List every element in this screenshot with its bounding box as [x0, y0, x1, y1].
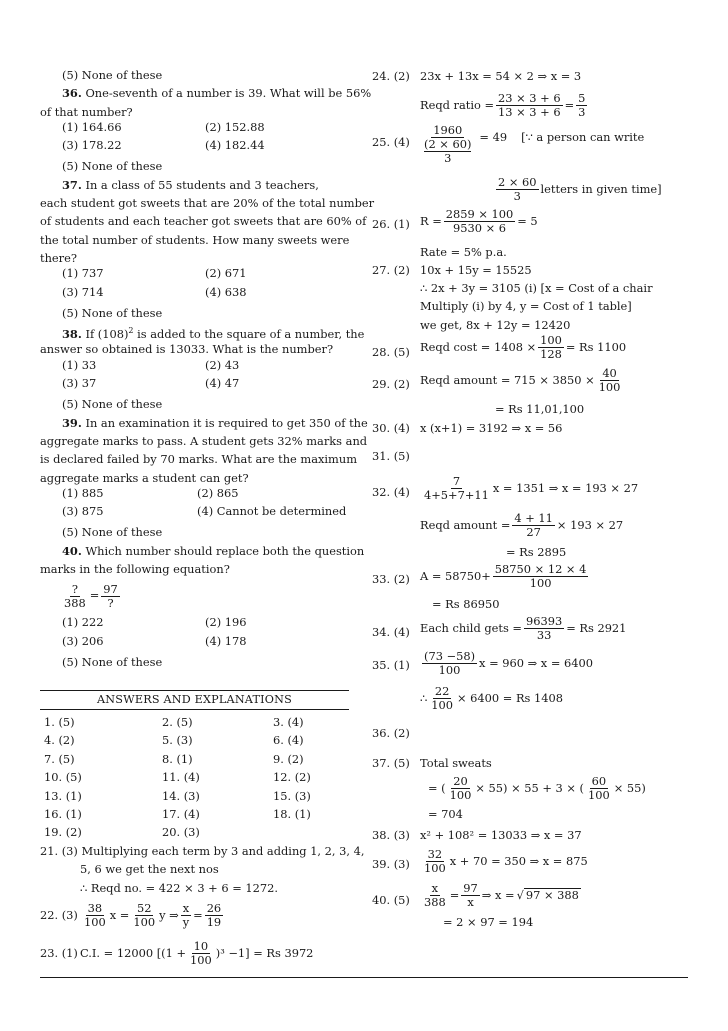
fraction-numerator: x [182, 901, 190, 916]
fraction-denominator: 100 [84, 915, 106, 930]
fraction-denominator: 388 [64, 595, 86, 610]
fraction-numerator: ? [71, 581, 78, 596]
fraction-numerator: 58750 × 12 × 4 [494, 562, 587, 576]
math-text: = [193, 908, 203, 923]
answer-33-label: 33. (2) [372, 572, 410, 586]
answer-row [40, 731, 350, 749]
q40-text: Which number should replace both the question [85, 543, 365, 558]
math-text: × 193 × 27 [556, 517, 624, 532]
fraction-denominator: 27 [526, 525, 541, 540]
q38-number: 38. [62, 326, 82, 341]
math-text: × 55) × 55 + 3 × ( [475, 780, 585, 795]
q37-text: of students and each teacher got sweets that are 60% of [40, 214, 367, 229]
footer-divider [40, 977, 688, 978]
q40-option-5: (5) None of these [62, 654, 163, 669]
answer-key: 9. (2) [273, 751, 304, 766]
answer-36: 36. (2) [372, 726, 410, 740]
q36-text: One-seventh of a number is 39. What will be 56% [85, 86, 372, 101]
option: (2) 196 [205, 615, 247, 630]
answer-27-line: we get, 8x + 12y = 12420 [420, 318, 571, 332]
math-text: x² + 108² = 13033 ⇒ x = 37 [420, 828, 582, 842]
answer-40-result: = 2 × 97 = 194 [443, 915, 534, 929]
math-text: 10x + 15y = 15525 [420, 263, 532, 277]
answer-21-line-2: 5, 6 we get the next nos [80, 862, 219, 877]
answer-label: 27. (2) [372, 263, 410, 277]
math-text: = Rs 2921 [566, 620, 627, 635]
answer-30 [372, 422, 562, 436]
answer-24 [372, 70, 581, 84]
answers-heading: ANSWERS AND EXPLANATIONS [40, 690, 349, 710]
fraction-denominator: 33 [536, 628, 552, 643]
fraction-denominator: 100 [424, 861, 446, 876]
question-40 [40, 542, 365, 671]
fraction-denominator: 388 [424, 895, 446, 910]
fraction-numerator: 32 [427, 847, 443, 861]
fraction-numerator: 7 [452, 474, 461, 488]
answer-33 [420, 563, 590, 590]
option: (1) 885 [62, 485, 104, 500]
q39-text: In an examination it is required to get 350 of the [85, 415, 368, 430]
answer-25-note [494, 176, 662, 203]
answer-key: 19. (2) [44, 825, 82, 840]
answer-key: 8. (1) [162, 751, 193, 766]
math-text: Each child gets = [420, 620, 522, 635]
answer-key: 18. (1) [273, 806, 311, 821]
fraction-denominator: 100 [529, 576, 552, 591]
question-38 [40, 322, 365, 413]
math-text: x = 960 ⇒ x = 6400 [479, 655, 593, 670]
answer-35-result [420, 685, 563, 712]
answer-row [40, 713, 350, 731]
answer-label: 30. (4) [372, 421, 410, 435]
fraction-numerator: 23 × 3 + 6 [498, 91, 561, 105]
option: (4) 182.44 [205, 138, 265, 153]
answer-29 [420, 367, 624, 394]
math-text: Reqd amount = 715 × 3850 × [420, 372, 595, 387]
math-text: C.I. = 12000 [(1 + [80, 946, 186, 961]
answer-39 [420, 848, 588, 875]
answer-key: 12. (2) [273, 770, 311, 785]
fraction-numerator: 2859 × 100 [445, 207, 514, 221]
answer-33-result: = Rs 86950 [432, 597, 500, 611]
fraction-numerator: 100 [540, 333, 562, 347]
fraction-denominator: 100 [449, 788, 472, 803]
option: (2) 152.88 [205, 119, 265, 134]
q35-option-5: (5) None of these [62, 68, 163, 82]
option: (2) 671 [205, 266, 247, 281]
math-text: A = 58750+ [420, 568, 491, 583]
math-text: Reqd amount = [420, 517, 511, 532]
fraction-numerator: 4 + 11 [514, 511, 553, 525]
answer-35-label: 35. (1) [372, 658, 410, 672]
q37-options [40, 267, 348, 304]
fraction-denominator: y [182, 915, 190, 930]
answer-row [40, 768, 350, 786]
fraction-numerator: 10 [193, 939, 209, 954]
fraction-denominator: 100 [431, 698, 453, 713]
answer-22 [40, 897, 350, 935]
answer-key: 16. (1) [44, 806, 82, 821]
fraction-numerator: 1960 [433, 123, 463, 137]
answer-40 [420, 882, 581, 909]
option: (3) 875 [62, 504, 104, 519]
option: (4) 47 [205, 376, 240, 391]
answer-key: 2. (5) [162, 715, 193, 729]
math-text: Reqd cost = 1408 × [420, 339, 537, 354]
q37-number: 37. [62, 177, 82, 192]
answer-31: 31. (5) [372, 449, 410, 463]
math-text: Total sweats [420, 756, 492, 770]
math-text: x = [109, 908, 130, 923]
option: (2) 865 [197, 485, 239, 500]
therefore-symbol: ∴ [420, 690, 428, 705]
math-text: )³ −1] = Rs 3972 [215, 946, 314, 961]
q39-text: aggregate marks a student can get? [40, 470, 249, 485]
question-36 [40, 84, 372, 175]
answer-29-result: = Rs 11,01,100 [495, 402, 585, 416]
answer-21-line-3: ∴ Reqd no. = 422 × 3 + 6 = 1272. [80, 880, 278, 895]
fraction-denominator: 4+5+7+11 [424, 488, 489, 503]
answer-label: 22. (3) [40, 908, 78, 923]
q37-option-5: (5) None of these [62, 305, 163, 320]
q36-options [40, 121, 348, 158]
q38-option-5: (5) None of these [62, 397, 163, 412]
option: (3) 37 [62, 376, 97, 391]
math-text: y ⇒ [159, 908, 179, 923]
option: (4) 178 [205, 633, 247, 648]
option: (1) 164.66 [62, 119, 122, 134]
fraction-numerator: x [431, 881, 439, 895]
q39-number: 39. [62, 415, 82, 430]
answer-40-label: 40. (5) [372, 893, 410, 907]
answer-key: 13. (1) [44, 788, 82, 803]
fraction-denominator: 3 [513, 189, 521, 204]
answer-key: 11. (4) [162, 770, 200, 785]
answer-row [40, 750, 350, 768]
answer-29-label: 29. (2) [372, 377, 410, 391]
answer-34-label: 34. (4) [372, 625, 410, 639]
fraction-numerator: 20 [453, 774, 468, 788]
option: (2) 43 [205, 357, 240, 372]
q37-text: the total number of students. How many sweets were [40, 232, 350, 247]
q38-text: If (108) [85, 326, 129, 341]
fraction-denominator: 128 [540, 347, 562, 362]
answer-key-grid [40, 713, 365, 973]
answer-26-rate: Rate = 5% p.a. [420, 245, 507, 259]
fraction-denominator: 9530 × 6 [452, 221, 507, 236]
answer-37-result: = 704 [428, 807, 463, 821]
answer-39-label: 39. (3) [372, 857, 410, 871]
math-text: = 5 [517, 213, 538, 228]
answer-row [40, 823, 350, 841]
answer-27-line: Multiply (i) by 4, y = Cost of 1 table] [420, 299, 632, 313]
q39-option-5: (5) None of these [62, 525, 163, 540]
fraction-numerator: 97 [103, 581, 118, 596]
math-text: R = [420, 213, 442, 228]
sqrt-icon: √ [516, 887, 524, 902]
answer-key: 7. (5) [44, 751, 75, 766]
fraction-numerator: 52 [136, 901, 152, 916]
answer-row [40, 805, 350, 823]
fraction-numerator: 96393 [525, 614, 563, 628]
q39-text: is declared failed by 70 marks. What are the maximum [40, 452, 357, 467]
answer-key: 4. (2) [44, 733, 75, 748]
answer-26 [420, 208, 538, 235]
fraction-denominator: (2 × 60) [424, 137, 472, 152]
math-text: 23x + 13x = 54 × 2 ⇒ x = 3 [420, 69, 582, 83]
answer-key: 14. (3) [162, 788, 200, 803]
answer-32-amount [420, 512, 623, 539]
answer-32-result: = Rs 2895 [506, 545, 567, 559]
q40-number: 40. [62, 543, 82, 558]
option: (3) 206 [62, 633, 104, 648]
q37-text: each student got sweets that are 20% of the total number [40, 196, 375, 211]
fraction-denominator: 13 × 3 + 6 [498, 105, 561, 120]
q38-text: is added to the square of a number, the [133, 326, 365, 341]
math-text: Reqd ratio = [420, 97, 495, 112]
fraction-denominator: x [467, 895, 474, 910]
q37-text: In a class of 55 students and 3 teachers, [85, 177, 319, 192]
math-note: [∵ a person can write [521, 129, 645, 144]
fraction-numerator: 60 [591, 774, 607, 788]
fraction-denominator: ? [107, 595, 114, 610]
q40-equation [40, 578, 348, 614]
math-text: × 55) [613, 780, 646, 795]
fraction-denominator: 3 [444, 151, 452, 166]
answer-26-label: 26. (1) [372, 217, 410, 231]
fraction-numerator: 97 [463, 881, 478, 895]
questions-column [40, 66, 375, 671]
answer-24-ratio [420, 92, 589, 119]
answer-label: 37. (5) [372, 756, 410, 770]
fraction-denominator: 19 [206, 915, 222, 930]
fraction-denominator: 100 [438, 663, 461, 678]
q39-text: aggregate marks to pass. A student gets 32% marks and [40, 433, 368, 448]
fraction-numerator: (73 −58) [424, 649, 476, 663]
answer-37-calc [428, 775, 646, 802]
answer-32-label: 32. (4) [372, 485, 410, 499]
answer-label: 38. (3) [372, 828, 410, 842]
option: (1) 33 [62, 357, 97, 372]
math-text: = 49 [479, 129, 508, 144]
answer-28-label: 28. (5) [372, 345, 410, 359]
equals-sign: = [89, 588, 100, 603]
option: (3) 178.22 [62, 138, 122, 153]
fraction-numerator: 22 [434, 684, 450, 698]
equals-sign: = [449, 887, 460, 902]
math-text: × 6400 = Rs 1408 [457, 690, 563, 705]
fraction-denominator: 100 [598, 380, 621, 395]
math-text: x (x+1) = 3192 ⇒ x = 56 [420, 421, 563, 435]
q40-options [40, 616, 348, 653]
fraction-numerator: 5 [578, 91, 586, 105]
sqrt-argument: 97 × 388 [525, 888, 579, 903]
question-39 [40, 414, 368, 542]
answer-label: 24. (2) [372, 69, 410, 83]
fraction-denominator: 100 [190, 953, 212, 968]
math-text: ⇒ x = [481, 887, 515, 902]
answer-27 [372, 264, 532, 278]
answer-23 [40, 935, 350, 973]
fraction-denominator: 100 [133, 915, 156, 930]
answer-21: 21. (3) Multiplying each term by 3 and adding 1, 2, 3, 4, [40, 843, 365, 858]
answer-34 [420, 615, 626, 642]
option: (1) 737 [62, 266, 104, 281]
fraction-numerator: 38 [87, 901, 103, 916]
fraction-denominator: 3 [578, 105, 586, 120]
math-text: x = 1351 ⇒ x = 193 × 27 [492, 480, 639, 495]
q38-options [40, 359, 348, 396]
answer-row [40, 787, 350, 805]
answer-key: 1. (5) [44, 715, 75, 729]
option: (4) 638 [205, 284, 247, 299]
fraction-numerator: 2 × 60 [498, 175, 537, 189]
q36-text-2: of that number? [40, 104, 133, 119]
option: (1) 222 [62, 615, 104, 630]
answer-35 [420, 650, 593, 677]
math-note: letters in given time] [540, 181, 662, 196]
answer-key [273, 823, 350, 841]
q39-options [40, 487, 348, 524]
q38-text-2: answer so obtained is 13033. What is the number? [40, 342, 334, 357]
answer-25 [420, 124, 644, 165]
math-text: = ( [428, 780, 446, 795]
answer-25-label: 25. (4) [372, 135, 410, 149]
fraction-denominator: 100 [588, 788, 610, 803]
answer-key: 5. (3) [162, 733, 193, 748]
q36-option-5: (5) None of these [62, 159, 163, 174]
answer-28 [420, 334, 626, 361]
equals-sign: = [564, 97, 575, 112]
math-text: = Rs 1100 [565, 339, 627, 354]
answer-38 [372, 829, 582, 843]
fraction-numerator: 40 [602, 366, 617, 380]
answer-32 [420, 475, 638, 502]
answer-key: 3. (4) [273, 715, 304, 729]
answer-key: 6. (4) [273, 733, 304, 748]
q36-number: 36. [62, 86, 82, 101]
q38-superscript: 2 [128, 326, 134, 336]
answer-key: 15. (3) [273, 788, 311, 803]
answer-label: 23. (1) [40, 946, 78, 961]
answer-key: 17. (4) [162, 806, 200, 821]
answer-27-line: ∴ 2x + 3y = 3105 (i) [x = Cost of a chair [420, 281, 653, 295]
fraction-numerator: 26 [206, 901, 222, 916]
q40-text-2: marks in the following equation? [40, 562, 230, 577]
math-text: x + 70 = 350 ⇒ x = 875 [449, 853, 588, 868]
q37-text: there? [40, 250, 77, 265]
answer-key: 20. (3) [162, 825, 200, 840]
answer-key: 10. (5) [44, 770, 82, 785]
question-37 [40, 176, 375, 322]
answer-37 [372, 757, 492, 771]
option: (4) Cannot be determined [197, 504, 347, 519]
option: (3) 714 [62, 284, 104, 299]
